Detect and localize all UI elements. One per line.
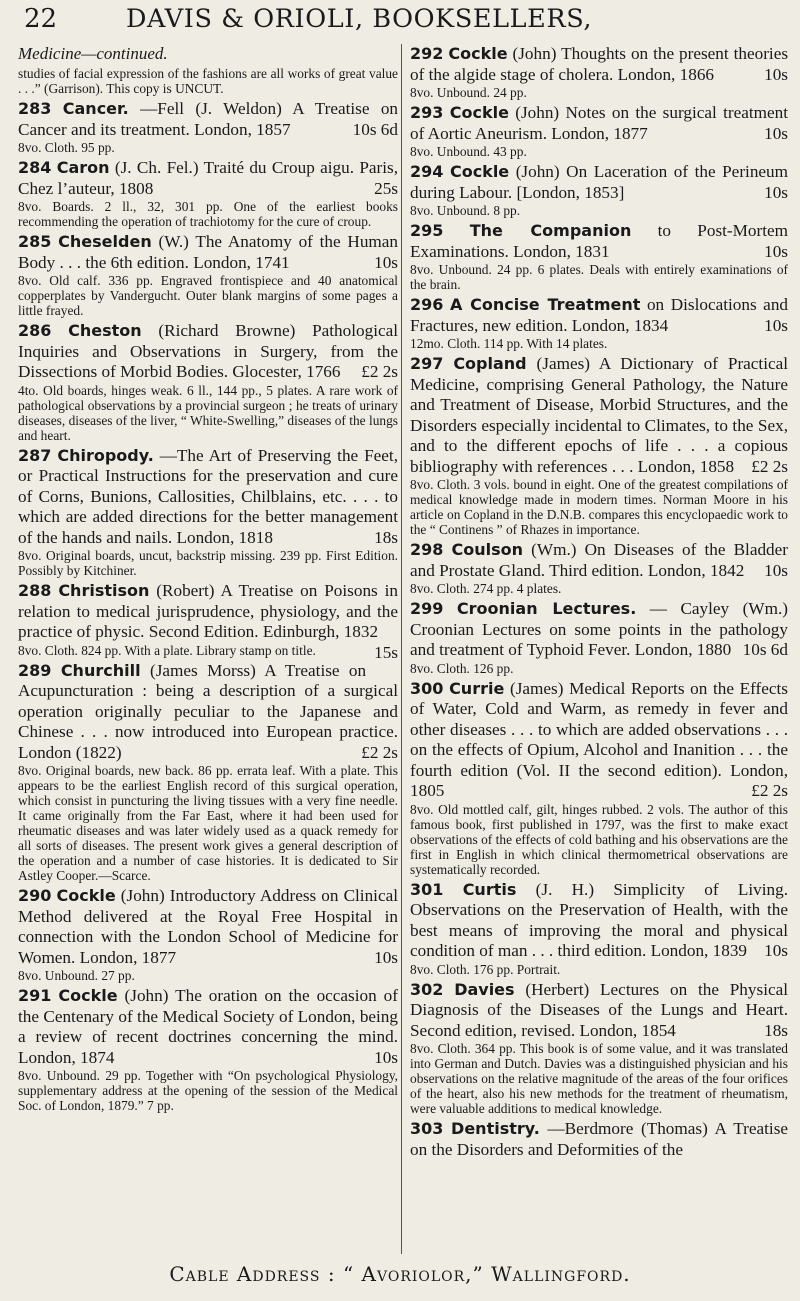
- entry-title: [18, 986, 398, 1068]
- entry-author: Caron: [56, 158, 110, 177]
- entry-title: [18, 321, 398, 383]
- entry-price: 10s: [764, 64, 788, 84]
- entry-price: 10s: [764, 560, 788, 580]
- entry-collation: 8vo. Cloth. 3 vols. bound in eight. One of the greatest compilations of medical knowledge made in modern times. Norman Moore in his article on Copland in the D.N.B. compares this encyclopaedic work to the “ Continens ” of Rhazes in importance.: [410, 477, 788, 537]
- entry-number: 294: [410, 162, 444, 181]
- entry-collation: 8vo. Unbound. 43 pp.: [410, 144, 527, 159]
- entry-author: Churchill: [60, 660, 141, 680]
- entry-description-title: on Dislocations and Fractures, new edition. London, 1834: [410, 295, 789, 335]
- catalogue-entry: [410, 103, 788, 159]
- entry-author: Cheselden: [58, 232, 152, 251]
- entry-title: [18, 232, 398, 273]
- entry-title: [410, 880, 788, 962]
- entry-price: 10s: [764, 941, 788, 960]
- entry-collation: 8vo. Original boards, uncut, backstrip missing. 239 pp. First Edition. Possibly by Kitchiner.: [18, 548, 398, 578]
- entry-number: 302: [410, 979, 444, 999]
- entry-number: 292: [410, 44, 444, 63]
- entry-description-title: (Robert) A Treatise on Poisons in relation to medical jurisprudence, physiology, and the practice of physic. Second Edition. Edinburgh, 1832: [18, 581, 399, 641]
- entry-price: 25s: [374, 178, 398, 198]
- entry-price: £2 2s: [751, 456, 788, 476]
- entry-number: 291: [18, 986, 52, 1005]
- catalogue-entry: [18, 446, 398, 579]
- entry-description-title: (Herbert) Lectures on the Physical Diagnosis of the Diseases of the Lungs and Heart. Second edition, revised. London, 1854: [410, 979, 788, 1040]
- entry-number: 290: [18, 886, 52, 905]
- page-header: [14, 0, 786, 38]
- catalogue-entry: [410, 599, 788, 676]
- entry-author: Currie: [449, 678, 505, 698]
- entry-price: 10s: [374, 947, 398, 967]
- entry-number: 289: [18, 660, 52, 680]
- entry-collation: 8vo. Cloth. 364 pp. This book is of some value, and it was translated into German and Dutch. Davies was a distinguished physician and his observations on the relative magnitude of the areas of the four orifices of the heart, also his new methods for the treatment of rheumatism, were valuable additions to medical knowledge.: [410, 1041, 788, 1116]
- entry-collation: 8vo. Boards. 2 ll., 32, 301 pp. One of the earliest books recommending the operation of trachiotomy for the cure of croup.: [18, 199, 398, 229]
- entry-author: Coulson: [451, 540, 524, 559]
- entry-description-title: to Post-Mortem Examinations. London, 1831: [410, 221, 789, 261]
- entry-number: 284: [18, 158, 52, 177]
- entry-description-title: (James Morss) A Treatise on Acupuncturation : being a description of a surgical operation originally peculiar to the Japanese and Chinese . . . now introduced into European practice. London (1822): [18, 660, 398, 762]
- entry-collation: 8vo. Unbound. 8 pp.: [410, 203, 521, 218]
- catalogue-entry: [410, 221, 788, 292]
- entry-description-title: (John) Thoughts on the present theories of the algide stage of cholera. London, 1866: [410, 44, 789, 84]
- left-column: [18, 44, 398, 1116]
- entry-number: 299: [410, 599, 444, 618]
- catalogue-entry: [410, 162, 788, 218]
- entry-author: Croonian Lectures.: [456, 599, 637, 618]
- entry-description-title: —The Art of Preserving the Feet, or Practical Instructions for the preservation and cure of Corns, Bunions, Callosities, Chilblains, etc. . . . to which are added directions for the better management of the hands and nails. London, 1818: [18, 445, 398, 547]
- entry-author: Cockle: [449, 103, 509, 122]
- entry-number: 300: [410, 678, 444, 698]
- entry-title: [18, 886, 398, 968]
- catalogue-entry: [410, 980, 788, 1117]
- entry-title: [410, 221, 788, 262]
- right-column: [410, 44, 788, 1163]
- entry-description-title: (J. Ch. Fel.) Traité du Croup aigu. Paris, Chez l’auteur, 1808: [18, 158, 399, 198]
- entry-price: 18s: [764, 1020, 788, 1040]
- entry-collation: 8vo. Cloth. 274 pp. 4 plates.: [410, 581, 562, 596]
- entry-number: 298: [410, 540, 444, 559]
- entry-number: 296: [410, 295, 444, 314]
- entry-author: Cockle: [56, 886, 116, 905]
- column-divider: [401, 44, 402, 1254]
- page-number: 22: [24, 4, 58, 34]
- entry-title: [410, 103, 788, 144]
- entry-title: [410, 1119, 788, 1160]
- entry-collation: 8vo. Unbound. 29 pp. Together with “On psychological Physiology, supplementary address at the opening of the session of the Medical Soc. of London, 1879.” 7 pp.: [18, 1068, 398, 1113]
- entry-title: [18, 99, 398, 140]
- left-entry-list: [18, 66, 398, 1113]
- entry-description-title: (James) A Dictionary of Practical Medicine, comprising General Pathology, the Nature and Treatment of Disease, Morbid Structures, and the Disorders especially incidental to Climates, to the Sex, and to the different epochs of life . . . a copious bibliography with references . . . London, 1858: [410, 354, 789, 476]
- entry-title: [410, 599, 788, 661]
- catalogue-entry: [18, 321, 398, 443]
- entry-description-title: (John) Notes on the surgical treatment of Aortic Aneurism. London, 1877: [410, 103, 788, 143]
- entry-title: [410, 679, 788, 802]
- entry-description-title: (John) The oration on the occasion of the Centenary of the Medical Society of London, being a review of recent doctrines concerning the mind. London, 1874: [18, 986, 398, 1067]
- entry-author: A Concise Treatment: [449, 295, 641, 314]
- entry-price: 10s: [764, 241, 788, 261]
- entry-collation: 8vo. Old calf. 336 pp. Engraved frontispiece and 40 anatomical copperplates by Vandergucht. Outer blank margins of some pages a little frayed.: [18, 273, 398, 318]
- entry-author: Dentistry.: [451, 1119, 540, 1138]
- catalogue-entry: [18, 886, 398, 983]
- cable-address-footer: Cable Address : “ Avoriolor,” Wallingford.: [169, 1262, 631, 1286]
- entry-price: 10s: [374, 1047, 398, 1067]
- entry-title: [18, 446, 398, 549]
- entry-number: 288: [18, 581, 52, 600]
- catalogue-entry: [410, 295, 788, 351]
- entry-number: 285: [18, 232, 52, 251]
- entry-description-title: — Cayley (Wm.) Croonian Lectures on some points in the pathology and treatment of Typhoid Fever. London, 1880: [410, 599, 788, 659]
- entry-title: [410, 295, 788, 336]
- entry-author: Davies: [454, 979, 515, 999]
- entry-collation: 8vo. Cloth. 95 pp.: [18, 140, 115, 155]
- entry-title: [410, 162, 788, 203]
- entry-description-title: (J. H.) Simplicity of Living. Observations on the Preservation of Health, with the best means of improving the moral and physical condition of man . . . third edition. London, 1839: [410, 879, 788, 960]
- entry-title: [18, 158, 398, 199]
- section-heading: Medicine—continued.: [18, 44, 168, 63]
- entry-price: £2 2s: [361, 742, 398, 762]
- entry-description-title: (Wm.) On Diseases of the Bladder and Prostate Gland. Third edition. London, 1842: [410, 540, 788, 580]
- entry-collation: 8vo. Original boards, new back. 86 pp. errata leaf. With a plate. This appears to be the earliest English record of this surgical operation, which consist in puncturing the living tissues with a very fine needle. It came originally from the Far East, where it had been used for rheumatic diseases and was later widely used as a quack remedy for all sorts of diseases. The present work gives a general description of the operation and a number of case histories. It is dedicated to Sir Astley Cooper.—Scarce.: [18, 763, 398, 883]
- entry-title: [410, 980, 788, 1042]
- entry-collation: 4to. Old boards, hinges weak. 6 ll., 144 pp., 5 plates. A rare work of pathological observations by a provincial surgeon ; he treats of urinary diseases, diseases of the liver, “ White-Swelling,” diseases of the lungs and heart.: [18, 382, 398, 443]
- entry-author: Cheston: [68, 321, 142, 340]
- entry-author: Christison: [58, 581, 150, 600]
- right-entry-list: [410, 44, 788, 1160]
- entry-collation: 8vo. Old mottled calf, gilt, hinges rubbed. 2 vols. The author of this famous book, first published in 1797, was the first to make exact observations of the effects of cold bathing and his observations are the first in English in which clinical thermometrical observations are systematically recorded.: [410, 801, 788, 877]
- entry-description-title: —Berdmore (Thomas) A Treatise on the Disorders and Deformities of the: [410, 1119, 789, 1159]
- entry-number: 301: [410, 879, 444, 899]
- entry-description-title: (John) On Laceration of the Perineum during Labour. [London, 1853]: [410, 162, 788, 202]
- entry-title: [410, 540, 788, 581]
- entry-price: 10s: [764, 182, 788, 202]
- entry-collation: 8vo. Unbound. 27 pp.: [18, 968, 135, 983]
- entry-price: 10s: [764, 123, 788, 143]
- publisher-heading: DAVIS & ORIOLI, BOOKSELLERS,: [126, 4, 593, 34]
- entry-collation: 8vo. Cloth. 824 pp. With a plate. Library stamp on title.: [18, 642, 316, 658]
- catalogue-entry: [410, 44, 788, 100]
- entry-author: Cockle: [449, 162, 510, 181]
- entry-description-title: (W.) The Anatomy of the Human Body . . . the 6th edition. London, 1741: [18, 232, 399, 272]
- catalogue-entry: [410, 880, 788, 977]
- entry-number: 297: [410, 354, 444, 373]
- entry-number: 286: [18, 321, 52, 340]
- catalogue-entry: [410, 679, 788, 877]
- entry-collation: 8vo. Unbound. 24 pp.: [410, 85, 527, 100]
- entry-collation: 8vo. Cloth. 176 pp. Portrait.: [410, 961, 561, 977]
- entry-collation: studies of facial expression of the fashions are all works of great value . . .” (Garrison). This copy is UNCUT.: [18, 66, 398, 96]
- entry-number: 287: [18, 445, 52, 465]
- entry-author: Cancer.: [62, 99, 129, 118]
- entry-price: 10s: [374, 252, 398, 272]
- entry-number: 295: [410, 221, 444, 240]
- catalogue-entry: [410, 1119, 788, 1160]
- entry-title: [18, 661, 398, 764]
- catalogue-entry: [18, 66, 398, 96]
- catalogue-entry: [18, 158, 398, 229]
- entry-price: 10s: [764, 315, 788, 335]
- entry-price: 15s: [374, 642, 398, 662]
- entry-author: Cockle: [448, 44, 508, 63]
- entry-author: Cockle: [58, 986, 118, 1005]
- entry-author: Curtis: [462, 879, 517, 899]
- catalogue-entry: [410, 540, 788, 596]
- entry-number: 303: [410, 1119, 444, 1138]
- catalogue-entry: [18, 986, 398, 1113]
- catalogue-entry: [18, 661, 398, 884]
- entry-description-title: —Fell (J. Weldon) A Treatise on Cancer and its treatment. London, 1857: [18, 99, 399, 139]
- entry-description-title: (James) Medical Reports on the Effects of Water, Cold and Warm, as remedy in fever and other diseases . . . to which are added observations . . . on the effects of Opium, Alcohol and Inanition . . . the fourth edition (Vol. II the second edition). London, 1805: [410, 678, 789, 800]
- entry-title: [410, 44, 788, 85]
- catalogue-entry: [18, 581, 399, 662]
- catalogue-entry: [18, 99, 398, 155]
- entry-description-title: (John) Introductory Address on Clinical Method delivered at the Royal Free Hospital in connection with the London School of Medicine for Women. London, 1877: [18, 886, 398, 967]
- catalogue-entry: [410, 354, 788, 537]
- entry-collation: 8vo. Unbound. 24 pp. 6 plates. Deals with entirely examinations of the brain.: [410, 262, 788, 292]
- entry-price: £2 2s: [361, 362, 398, 381]
- entry-collation: 8vo. Cloth. 126 pp.: [410, 660, 514, 676]
- entry-author: Copland: [453, 354, 527, 373]
- entry-title: [410, 354, 788, 477]
- entry-description-title: (Richard Browne) Pathological Inquiries and Observations in Surgery, from the Dissections of Morbid Bodies. Glocester, 1766: [18, 321, 399, 381]
- catalogue-entry: [18, 232, 398, 318]
- entry-price: 10s 6d: [352, 119, 398, 139]
- entry-number: 283: [18, 99, 52, 118]
- entry-price: 10s 6d: [742, 640, 788, 659]
- entry-price: 18s: [374, 527, 398, 547]
- entry-collation: 12mo. Cloth. 114 pp. With 14 plates.: [410, 336, 608, 351]
- entry-author: The Companion: [469, 221, 632, 240]
- entry-number: 293: [410, 103, 444, 122]
- entry-author: Chiropody.: [57, 445, 154, 465]
- entry-price: £2 2s: [751, 781, 788, 800]
